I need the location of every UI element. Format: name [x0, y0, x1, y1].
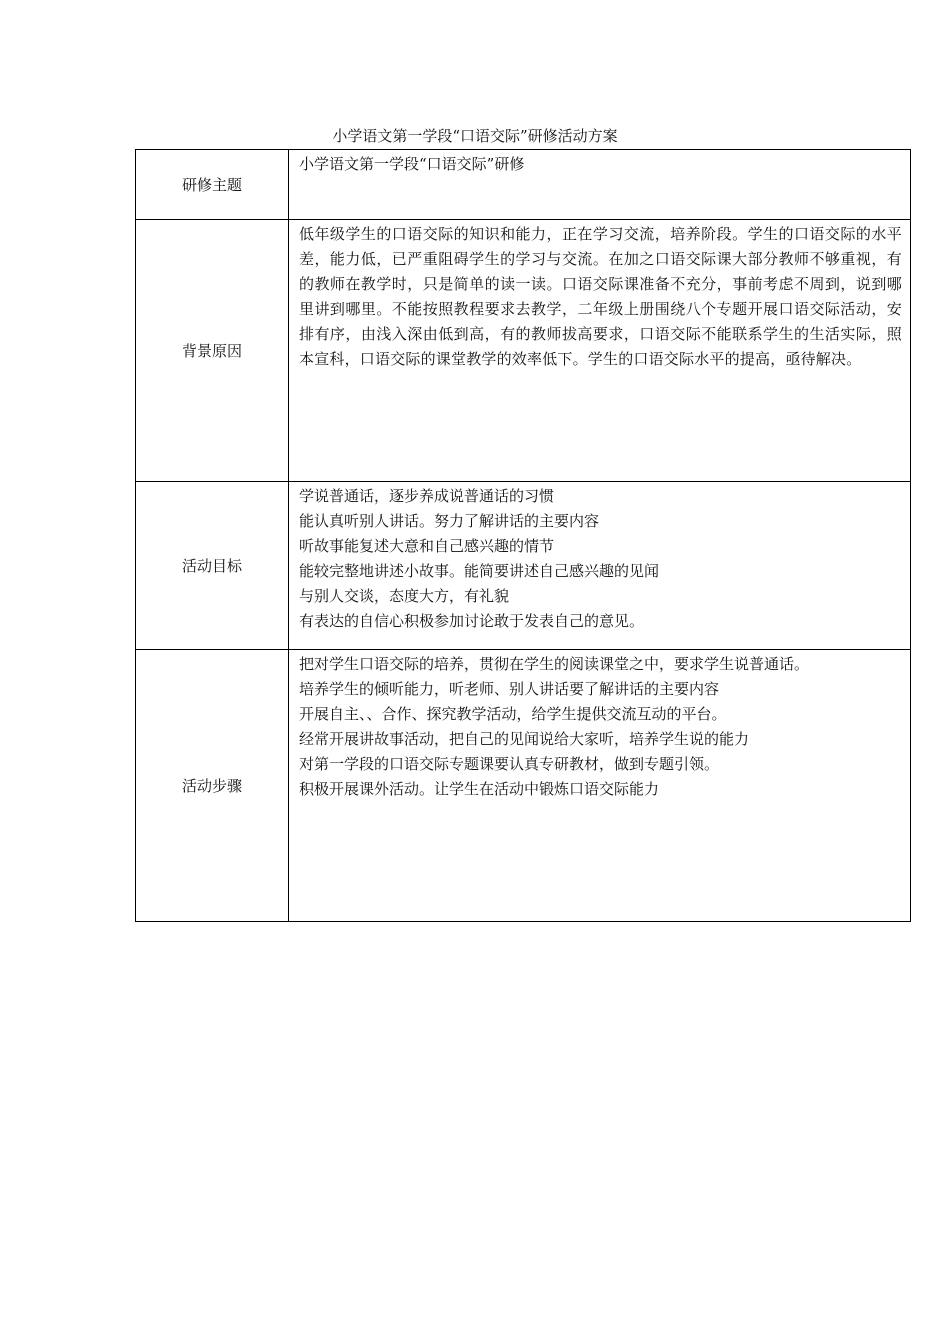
- goal-item: 与别人交谈，态度大方，有礼貌: [299, 587, 510, 605]
- step-item: 经常开展讲故事活动，把自己的见闻说给大家听，培养学生说的能力: [299, 730, 750, 748]
- table-row-topic: [136, 150, 911, 220]
- table-row-background: [136, 220, 911, 482]
- background-paragraph: 低年级学生的口语交际的知识和能力，正在学习交流，培养阶段。学生的口语交际的水平差，能力低，已严重阻碍学生的学习与交流。在加之口语交际课大部分教师不够重视，有的教师在教学时，只是简单的读一读。口语交际课准备不充分，事前考虑不周到，说到哪里讲到哪里。不能按照教程要求去教学，二年级上册围绕八个专题开展口语交际活动，安排有序，由浅入深由低到高，有的教师拔高要求，口语交际不能联系学生的生活实际，照本宣科，口语交际的课堂教学的效率低下。学生的口语交际水平的提高，亟待解决。: [299, 225, 902, 368]
- step-item: 积极开展课外活动。让学生在活动中锻炼口语交际能力: [299, 780, 660, 798]
- background-label: 背景原因: [136, 220, 289, 482]
- goal-item: 听故事能复述大意和自己感兴趣的情节: [299, 537, 555, 555]
- document-title: 小学语文第一学段“口语交际”研修活动方案: [332, 127, 618, 145]
- steps-label: 活动步骤: [136, 650, 289, 922]
- step-item: 培养学生的倾听能力，听老师、别人讲话要了解讲话的主要内容: [299, 680, 720, 698]
- step-item: 对第一学段的口语交际专题课要认真专研教材，做到专题引领。: [299, 755, 720, 773]
- table-row-steps: [136, 650, 911, 922]
- goals-label: 活动目标: [136, 482, 289, 650]
- table-row-goals: [136, 482, 911, 650]
- step-item: 把对学生口语交际的培养，贯彻在学生的阅读课堂之中，要求学生说普通话。: [299, 655, 810, 673]
- goal-item: 学说普通话，逐步养成说普通话的习惯: [299, 487, 555, 505]
- goal-item: 能较完整地讲述小故事。能简要讲述自己感兴趣的见闻: [299, 562, 660, 580]
- goal-item: 能认真听别人讲话。努力了解讲话的主要内容: [299, 512, 600, 530]
- goals-content: [289, 482, 911, 650]
- topic-content: [289, 150, 911, 220]
- background-content: [289, 220, 911, 482]
- steps-content: [289, 650, 911, 922]
- plan-table: [135, 149, 911, 922]
- step-item: 开展自主、、合作、探究教学活动，给学生提供交流互动的平台。: [299, 705, 727, 723]
- topic-label: 研修主题: [136, 150, 289, 220]
- goal-item: 有表达的自信心积极参加讨论敢于发表自己的意见。: [299, 612, 645, 630]
- topic-text: 小学语文第一学段“口语交际”研修: [299, 155, 525, 173]
